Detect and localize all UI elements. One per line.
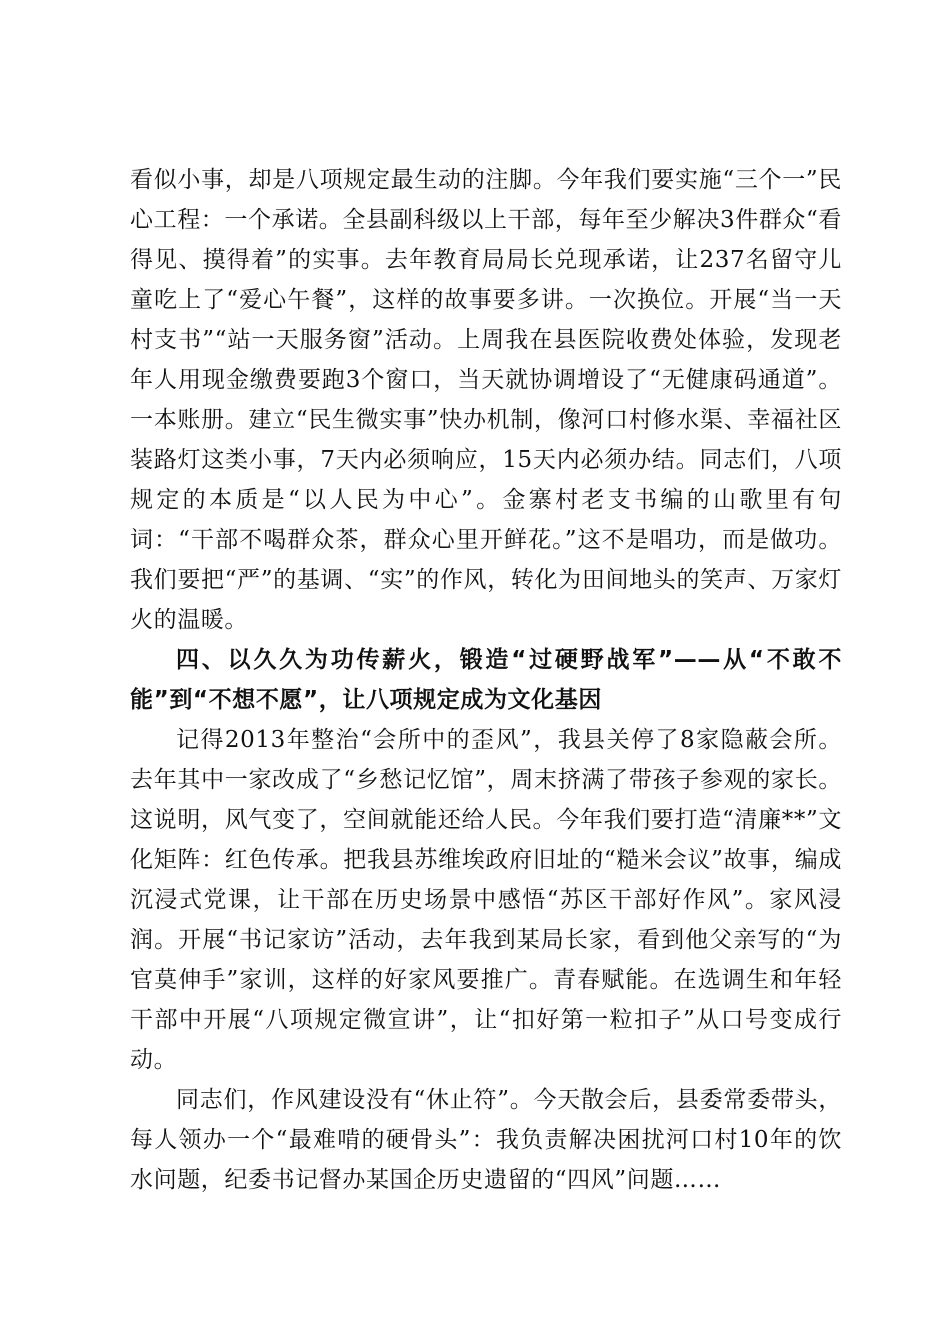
paragraph-body-3: 同志们，作风建设没有“休止符”。今天散会后，县委常委带头，每人领办一个“最难啃的硬骨头”：我负责解决困扰河口村10年的饮水问题，纪委书记督办某国企历史遗留的“四风”问题…… xyxy=(130,1087,842,1193)
document-body xyxy=(130,160,842,1200)
section-heading-4: 四、以久久为功传薪火，锻造“过硬野战军”——从“不敢不能”到“不想不愿”，让八项规定成为文化基因 xyxy=(130,647,842,713)
paragraph-body-2: 记得2013年整治“会所中的歪风”，我县关停了8家隐蔽会所。去年其中一家改成了“乡愁记忆馆”，周末挤满了带孩子参观的家长。这说明，风气变了，空间就能还给人民。今年我们要打造“清廉**”文化矩阵：红色传承。把我县苏维埃政府旧址的“糙米会议”故事，编成沉浸式党课，让干部在历史场景中感悟“苏区干部好作风”。家风浸润。开展“书记家访”活动，去年我到某局长家，看到他父亲写的“为官莫伸手”家训，这样的好家风要推广。青春赋能。在选调生和年轻干部中开展“八项规定微宣讲”，让“扣好第一粒扣子”从口号变成行动。 xyxy=(130,727,842,1073)
paragraph-body-1: 看似小事，却是八项规定最生动的注脚。今年我们要实施“三个一”民心工程：一个承诺。全县副科级以上干部，每年至少解决3件群众“看得见、摸得着”的实事。去年教育局局长兑现承诺，让237名留守儿童吃上了“爱心午餐”，这样的故事要多讲。一次换位。开展“当一天村支书”“站一天服务窗”活动。上周我在县医院收费处体验，发现老年人用现金缴费要跑3个窗口，当天就协调增设了“无健康码通道”。一本账册。建立“民生微实事”快办机制，像河口村修水渠、幸福社区装路灯这类小事，7天内必须响应，15天内必须办结。同志们，八项规定的本质是“以人民为中心”。金寨村老支书编的山歌里有句词：“干部不喝群众茶，群众心里开鲜花。”这不是唱功，而是做功。我们要把“严”的基调、“实”的作风，转化为田间地头的笑声、万家灯火的温暖。 xyxy=(130,167,842,633)
